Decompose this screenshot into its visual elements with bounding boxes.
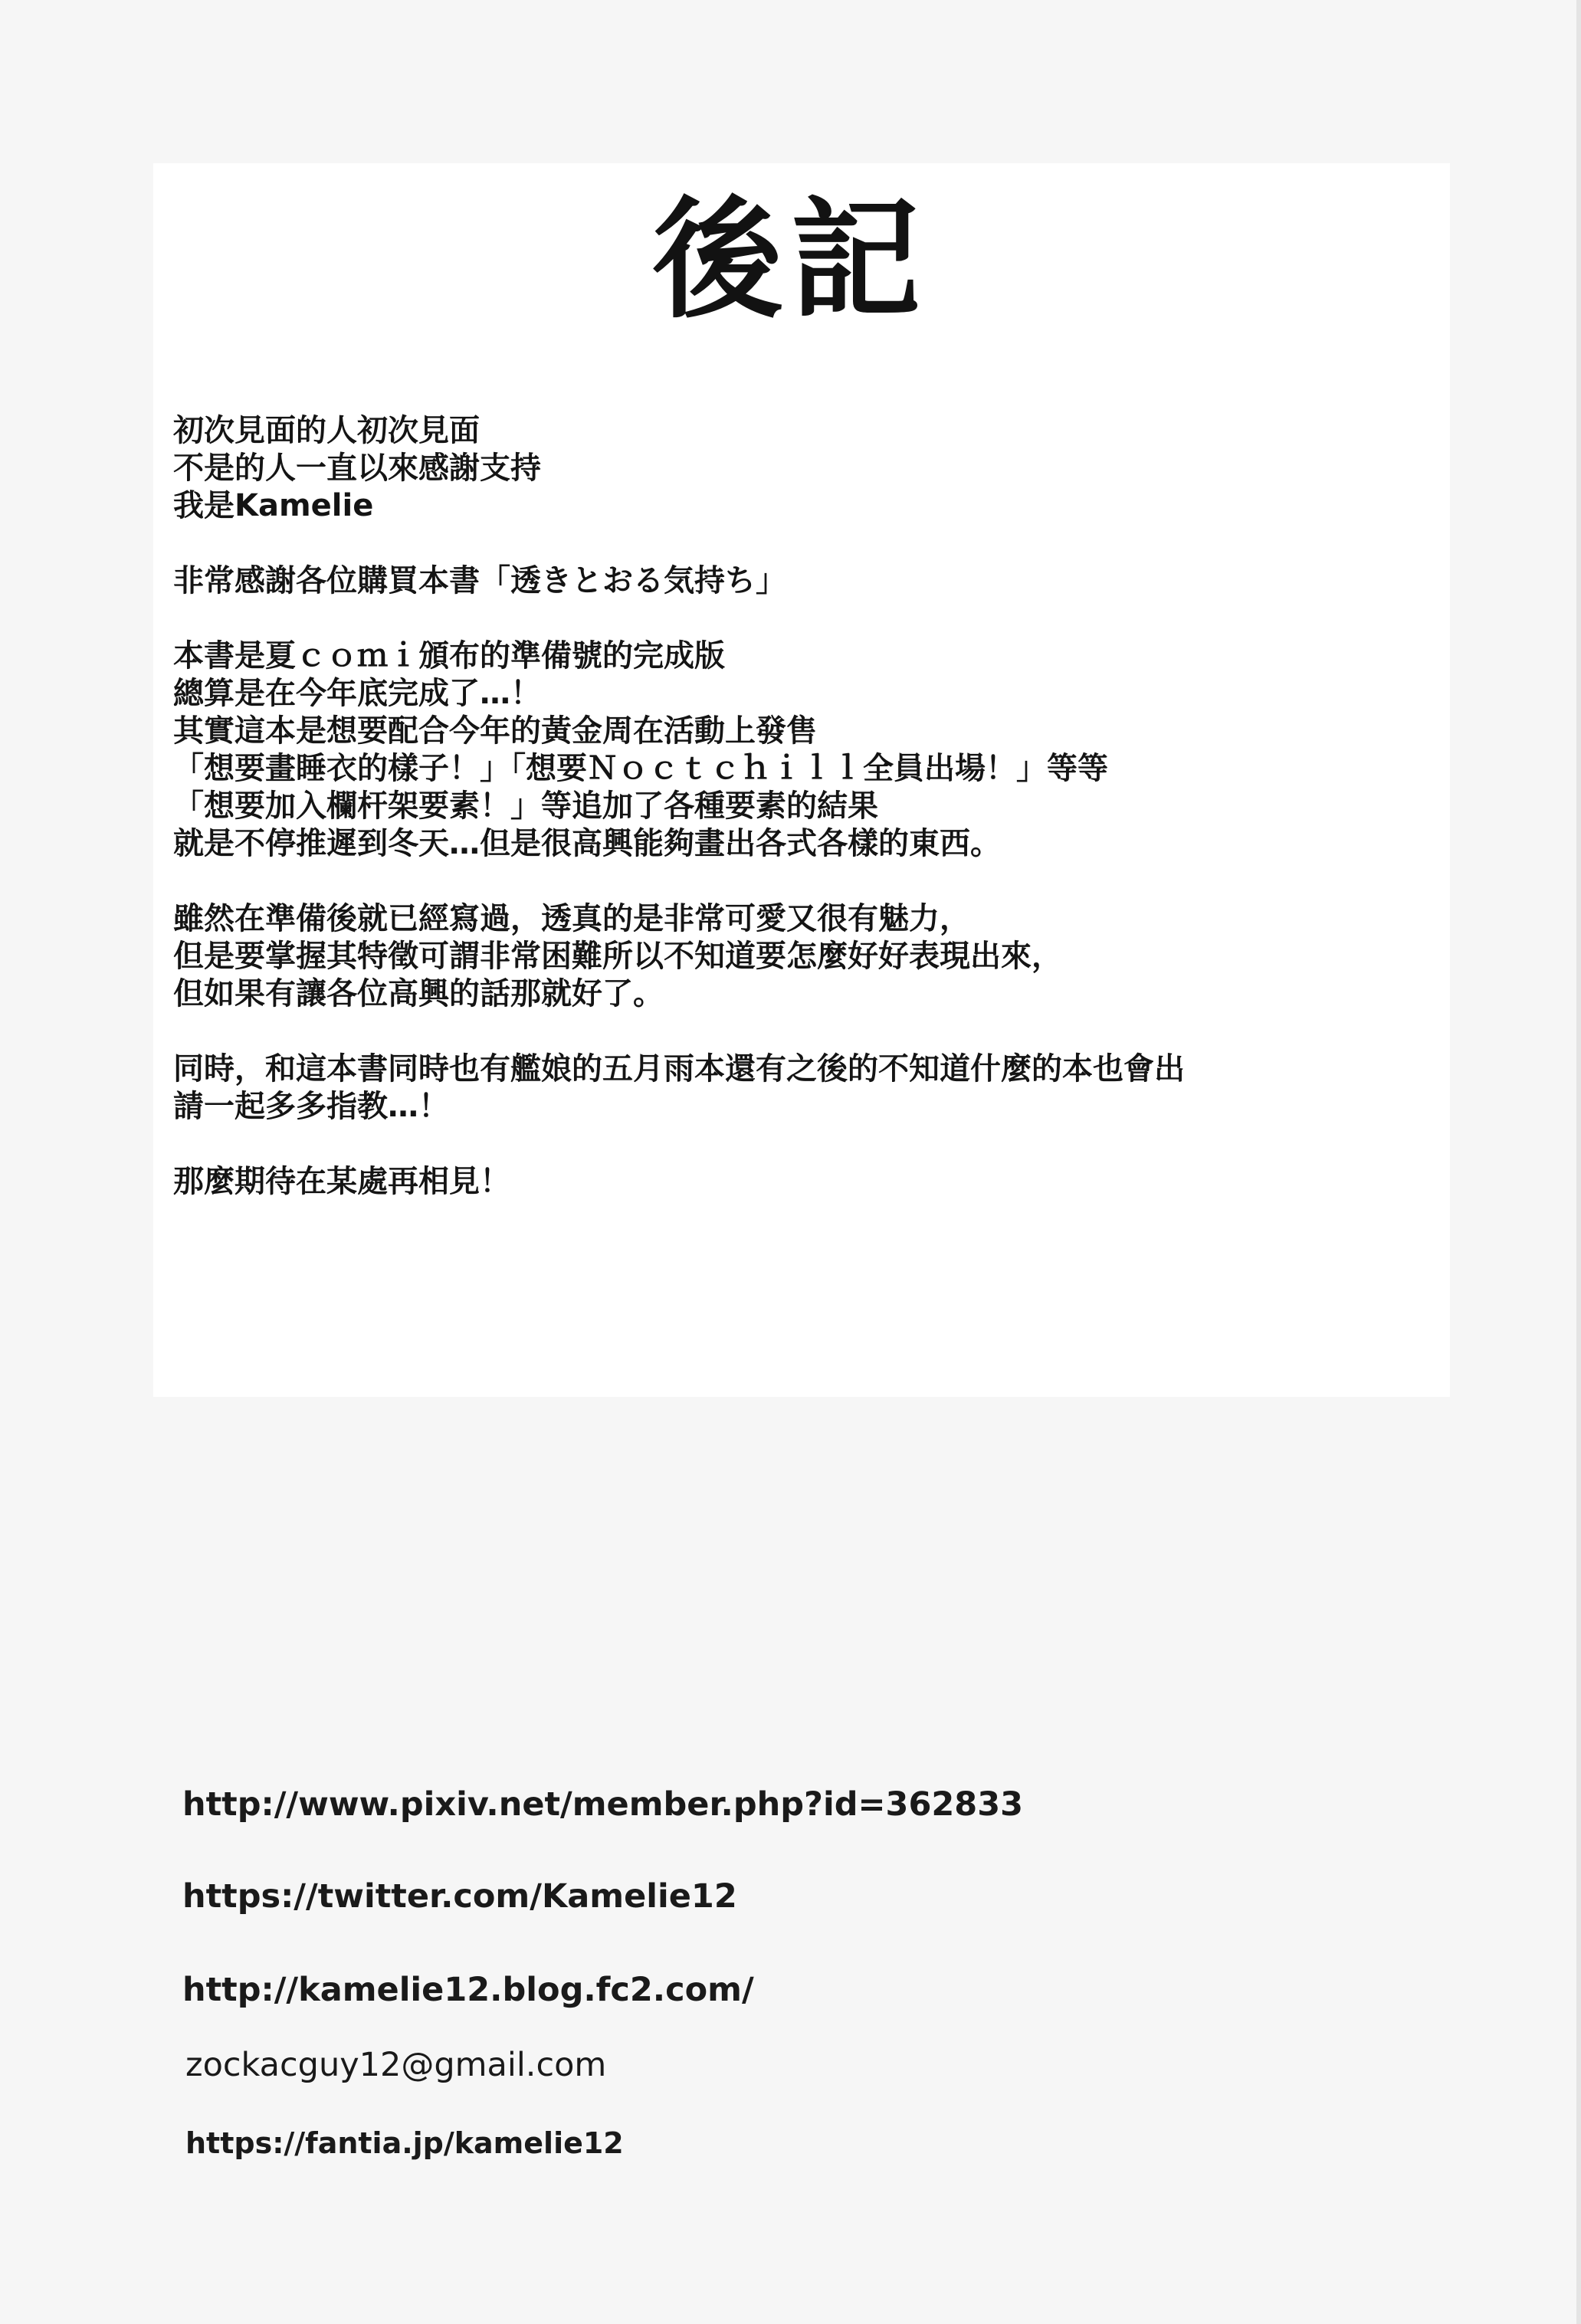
text-line: 初次見面的人初次見面: [173, 413, 480, 448]
twitter-link[interactable]: https://twitter.com/Kamelie12: [182, 1877, 737, 1916]
afterword-body: [173, 412, 1415, 1238]
page-title: 後記: [652, 185, 929, 336]
fantia-link[interactable]: https://fantia.jp/kamelie12: [185, 2126, 624, 2160]
text-line: 「想要畫睡衣的樣子！」「想要Ｎｏｃｔｃｈｉｌｌ全員出場！」等等: [173, 751, 1108, 786]
text-line: 非常感謝各位購買本書「透きとおる気持ち」: [173, 563, 786, 598]
paragraph-thanks: [173, 562, 1415, 600]
text-line: 不是的人一直以來感謝支持: [173, 451, 541, 486]
text-line: 總算是在今年底完成了…！: [173, 676, 541, 711]
paragraph-other-books: [173, 1051, 1415, 1126]
text-line: 雖然在準備後就已經寫過，透真的是非常可愛又很有魅力，: [173, 901, 970, 936]
pixiv-link[interactable]: http://www.pixiv.net/member.php?id=362833: [182, 1785, 1024, 1824]
text-line: 就是不停推遲到冬天…但是很高興能夠畫出各式各樣的東西。: [173, 826, 1001, 861]
text-line: 其實這本是想要配合今年的黃金周在活動上發售: [173, 713, 817, 749]
text-line: 我是Kamelie: [173, 488, 374, 523]
paragraph-greeting: [173, 412, 1415, 525]
paragraph-farewell: [173, 1163, 1415, 1201]
text-line: 但如果有讓各位高興的話那就好了。: [173, 976, 664, 1011]
text-line: 同時，和這本書同時也有艦娘的五月雨本還有之後的不知道什麼的本也會出: [173, 1051, 1185, 1087]
email-link[interactable]: zockacguy12@gmail.com: [185, 2046, 607, 2084]
text-line: 「想要加入欄杆架要素！」等追加了各種要素的結果: [173, 788, 878, 824]
paragraph-character: [173, 900, 1415, 1013]
text-line: 那麼期待在某處再相見！: [173, 1164, 510, 1199]
text-line: 本書是夏ｃｏｍｉ頒布的準備號的完成版: [173, 638, 725, 674]
text-line: 請一起多多指教…！: [173, 1089, 449, 1124]
blog-link[interactable]: http://kamelie12.blog.fc2.com/: [182, 1971, 754, 2009]
text-line: 但是要掌握其特徵可謂非常困難所以不知道要怎麼好好表現出來，: [173, 939, 1062, 974]
page-edge: [1576, 0, 1581, 2324]
paragraph-book-notes: [173, 638, 1415, 863]
